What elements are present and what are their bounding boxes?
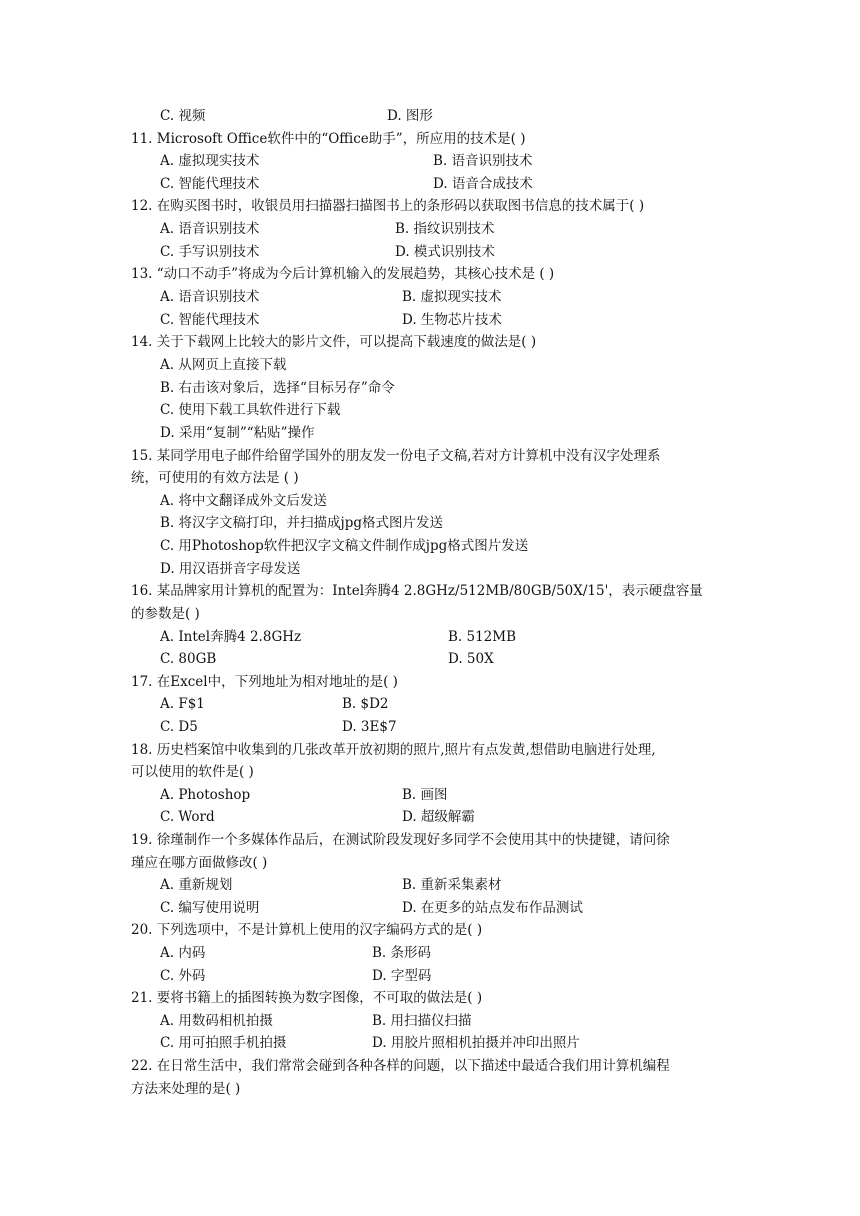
option-c: C. 使用下载工具软件进行下载 [160,402,341,418]
option-d: D. 3E$7 [342,719,397,735]
option-b: B. 指纹识别技术 [395,221,495,237]
option-c: C. 外码 [160,968,206,984]
question-11: 11. Microsoft Office软件中的“Office助手”，所应用的技术是( ) [131,131,526,147]
option-c: C. 用可拍照手机拍摄 [160,1035,287,1051]
option-d: D. 用胶片照相机拍摄并冲印出照片 [372,1035,580,1051]
question-12: 12. 在购买图书时，收银员用扫描器扫描图书上的条形码以获取图书信息的技术属于( ) [131,198,645,214]
option-d: D. 超级解霸 [402,809,475,825]
option-b: B. 条形码 [372,945,432,961]
question-17: 17. 在Excel中，下列地址为相对地址的是( ) [131,674,398,690]
question-16-cont: 的参数是( ) [131,606,200,622]
option-a: A. 重新规划 [160,877,233,893]
option-a: A. 从网页上直接下载 [160,357,287,373]
option-d: D. 图形 [387,108,433,124]
option-c: C. 手写识别技术 [160,244,260,260]
option-b: B. 用扫描仪扫描 [372,1013,472,1029]
option-d: D. 生物芯片技术 [402,312,502,328]
question-15-cont: 统，可使用的有效方法是 ( ) [131,470,299,486]
option-c: C. 用Photoshop软件把汉字文稿文件制作成jpg格式图片发送 [160,538,529,554]
option-d: D. 模式识别技术 [395,244,495,260]
option-c: C. 80GB [160,651,217,667]
option-a: A. 内码 [160,945,206,961]
question-15: 15. 某同学用电子邮件给留学国外的朋友发一份电子文稿,若对方计算机中没有汉字处理系 [131,448,661,464]
option-b: B. 将汉字文稿打印，并扫描成jpg格式图片发送 [160,515,443,531]
question-19-cont: 瑾应在哪方面做修改( ) [131,855,268,871]
option-b: B. 右击该对象后，选择“目标另存”命令 [160,380,395,396]
option-c: C. 编写使用说明 [160,900,260,916]
question-18: 18. 历史档案馆中收集到的几张改革开放初期的照片,照片有点发黄,想借助电脑进行处理, [131,742,656,758]
option-d: D. 字型码 [372,968,432,984]
option-a: A. 语音识别技术 [160,289,260,305]
option-c: C. 智能代理技术 [160,312,260,328]
option-c: C. D5 [160,719,198,735]
option-b: B. 画图 [402,787,448,803]
question-20: 20. 下列选项中，不是计算机上使用的汉字编码方式的是( ) [131,922,483,938]
option-a: A. Photoshop [160,787,251,803]
option-d: D. 50X [448,651,494,667]
option-b: B. $D2 [342,696,389,712]
question-14: 14. 关于下载网上比较大的影片文件，可以提高下载速度的做法是( ) [131,334,537,350]
option-a: A. 用数码相机拍摄 [160,1013,273,1029]
option-d: D. 在更多的站点发布作品测试 [402,900,583,916]
question-19: 19. 徐瑾制作一个多媒体作品后，在测试阶段发现好多同学不会使用其中的快捷键，请问徐 [131,832,670,848]
option-a: A. F$1 [160,696,205,712]
option-c: C. 视频 [160,108,206,124]
option-b: B. 语音识别技术 [433,153,533,169]
question-13: 13. “动口不动手”将成为今后计算机输入的发展趋势，其核心技术是 ( ) [131,266,555,282]
option-a: A. Intel奔腾4 2.8GHz [160,629,302,645]
option-c: C. Word [160,809,215,825]
option-a: A. 将中文翻译成外文后发送 [160,493,327,509]
question-18-cont: 可以使用的软件是( ) [131,764,254,780]
question-22-cont: 方法来处理的是( ) [131,1081,241,1097]
option-d: D. 用汉语拼音字母发送 [160,561,301,577]
question-16: 16. 某品牌家用计算机的配置为：Intel奔腾4 2.8GHz/512MB/80GB/50X/15'，表示硬盘容量 [131,583,703,599]
option-b: B. 512MB [448,629,517,645]
option-a: A. 虚拟现实技术 [160,153,260,169]
option-b: B. 重新采集素材 [402,877,502,893]
option-d: D. 采用“复制”“粘贴”操作 [160,425,315,441]
question-21: 21. 要将书籍上的插图转换为数字图像，不可取的做法是( ) [131,990,483,1006]
option-c: C. 智能代理技术 [160,176,260,192]
question-22: 22. 在日常生活中，我们常常会碰到各种各样的问题，以下描述中最适合我们用计算机编程 [131,1058,670,1074]
option-d: D. 语音合成技术 [433,176,533,192]
option-a: A. 语音识别技术 [160,221,260,237]
option-b: B. 虚拟现实技术 [402,289,502,305]
